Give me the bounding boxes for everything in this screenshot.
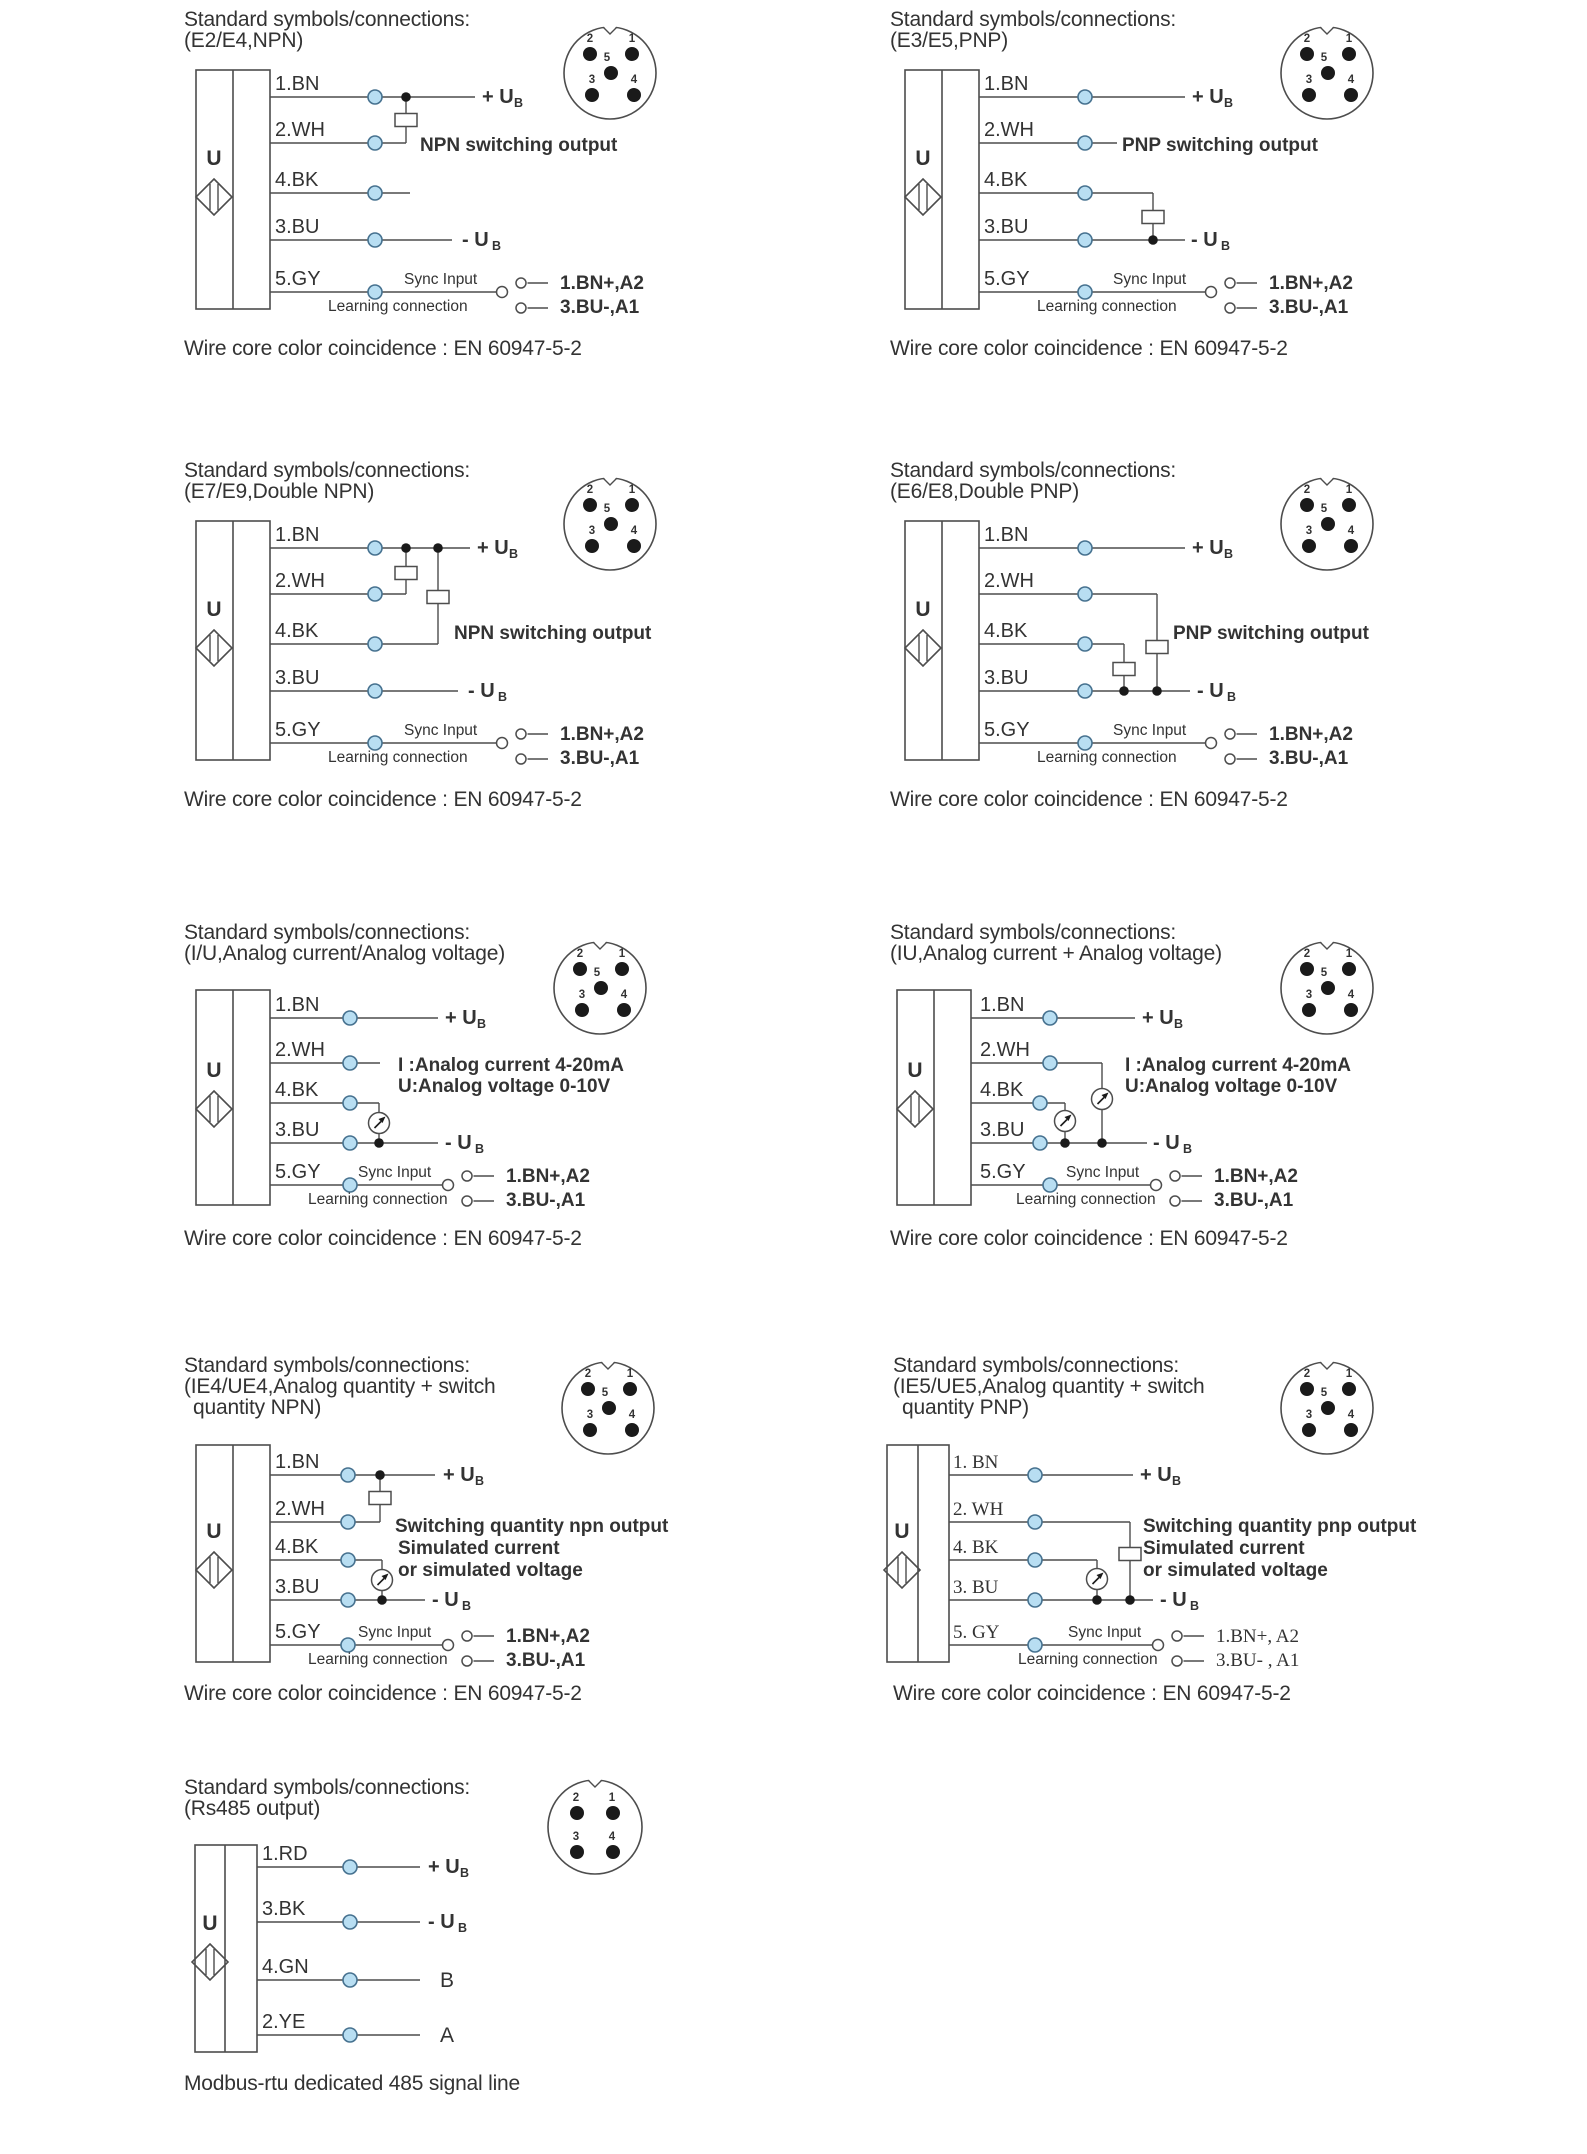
diagram-subtitle: (E3/E5,PNP) (890, 29, 1009, 52)
wire-core-note: Wire core color coincidence : EN 60947-5-2 (184, 1682, 582, 1705)
diagram-heading: Standard symbols/connections: (890, 8, 1177, 31)
diagram-e7-e9-double-npn (180, 451, 820, 831)
ub-subscript: B (1224, 547, 1234, 561)
terminal-circle (343, 1011, 357, 1025)
terminal-circle (343, 1136, 357, 1150)
wiring (270, 524, 652, 769)
minus-ub-label: - U (1153, 1132, 1180, 1154)
wire-label-5gy: 5.GY (275, 268, 321, 290)
minus-ub-label: - U (1160, 1589, 1187, 1611)
wire-label-2wh: 2.WH (275, 119, 325, 141)
diagram-subtitle: (IE4/UE4,Analog quantity + switch (184, 1375, 496, 1398)
output-type-label: PNP switching output (1173, 623, 1369, 644)
modbus-note: Modbus-rtu dedicated 485 signal line (184, 2072, 521, 2095)
diagram-heading: Standard symbols/connections: (184, 1776, 471, 1799)
sync-contact-bottom-label: 3.BU-,A1 (560, 748, 640, 769)
diagram-subtitle: (Rs485 output) (184, 1797, 321, 1820)
terminal-circle (1028, 1553, 1042, 1567)
terminal-circle (368, 136, 382, 150)
wire-label-1bn: 1.BN (275, 73, 320, 95)
wire-label-3bu: 3.BU (984, 216, 1029, 238)
wire-label-3bu: 3.BU (275, 1576, 320, 1598)
wire-core-note: Wire core color coincidence : EN 60947-5-2 (890, 337, 1288, 360)
terminal-circle (368, 587, 382, 601)
sync-contact-top-label: 1.BN+,A2 (560, 724, 644, 745)
terminal-circle (341, 1638, 355, 1652)
diagram-subtitle: (E6/E8,Double PNP) (890, 480, 1079, 503)
sensor-box (905, 521, 979, 760)
terminal-circle (1033, 1136, 1047, 1150)
sync-contact-top-label: 1.BN+,A2 (560, 273, 644, 294)
diagram-e3-e5-pnp (885, 0, 1525, 380)
diagram-ie5-ue5-analog-switch-pnp (885, 1346, 1525, 1726)
diagram-heading: Standard symbols/connections: (893, 1354, 1180, 1377)
sensor-box (196, 521, 270, 760)
terminal-circle (1043, 1178, 1057, 1192)
wiring (270, 994, 624, 1211)
diagram-iu-analog-current-or-voltage (180, 913, 820, 1293)
wire-label-5gy: 5.GY (980, 1161, 1026, 1183)
plus-ub-label: + U (1192, 537, 1224, 559)
plus-ub-label: + U (428, 1856, 460, 1878)
terminal-circle (341, 1553, 355, 1567)
wire-label-1bn: 1.BN (275, 1451, 320, 1473)
ub-subscript: B (1174, 1017, 1184, 1031)
terminal-circle (368, 637, 382, 651)
sync-contact-top-label: 1.BN+,A2 (506, 1626, 590, 1647)
wire-label-1bn: 1.BN (984, 524, 1029, 546)
terminal-circle (368, 285, 382, 299)
ub-subscript: B (514, 96, 524, 110)
minus-ub-label: - U (445, 1132, 472, 1154)
simulated-voltage-label: or simulated voltage (1143, 1560, 1328, 1581)
sync-contact-top-label: 1.BN+,A2 (1269, 273, 1353, 294)
rs485-a-label: A (440, 2024, 455, 2047)
wire-core-note: Wire core color coincidence : EN 60947-5-2 (893, 1682, 1291, 1705)
wiring (979, 524, 1370, 769)
sync-contact-bottom-label: 3.BU-,A1 (1269, 748, 1349, 769)
sync-contact-top-label: 1.BN+,A2 (506, 1166, 590, 1187)
diagram-e6-e8-double-pnp (885, 451, 1525, 831)
terminal-circle (343, 1178, 357, 1192)
plus-ub-label: + U (1142, 1007, 1174, 1029)
terminal-circle (368, 736, 382, 750)
diagram-heading: Standard symbols/connections: (890, 459, 1177, 482)
diagram-subtitle: (I/U,Analog current/Analog voltage) (184, 942, 506, 965)
sync-contact-bottom-label: 3.BU-,A1 (560, 297, 640, 318)
wire-label-3bu: 3.BU (984, 667, 1029, 689)
ub-subscript: B (477, 1017, 487, 1031)
sensor-box (897, 990, 971, 1205)
terminal-circle (1028, 1468, 1042, 1482)
wire-label-1bn: 1. BN (953, 1452, 999, 1473)
wire-label-1bn: 1.BN (275, 524, 320, 546)
sync-input-label: Sync Input (1113, 722, 1187, 739)
ub-subscript: B (1183, 1142, 1193, 1156)
minus-ub-label: - U (468, 680, 495, 702)
terminal-circle (1028, 1593, 1042, 1607)
wire-label-4bk: 4.BK (980, 1079, 1024, 1101)
terminal-circle (1078, 136, 1092, 150)
sensor-box (196, 70, 270, 309)
terminal-circle (1028, 1515, 1042, 1529)
terminal-circle (1078, 233, 1092, 247)
ub-subscript: B (1221, 239, 1231, 253)
terminal-circle (341, 1593, 355, 1607)
diagram-subtitle: (E7/E9,Double NPN) (184, 480, 375, 503)
learning-connection-label: Learning connection (308, 1191, 448, 1208)
output-type-label: PNP switching output (1122, 135, 1318, 156)
plus-ub-label: + U (1140, 1464, 1172, 1486)
terminal-circle (341, 1468, 355, 1482)
wire-label-2ye: 2.YE (262, 2011, 306, 2033)
sync-input-label: Sync Input (1068, 1624, 1142, 1641)
wire-core-note: Wire core color coincidence : EN 60947-5-2 (184, 337, 582, 360)
sync-contact-bottom-label: 3.BU-,A1 (1214, 1190, 1294, 1211)
minus-ub-label: - U (1191, 229, 1218, 251)
wire-label-2wh: 2. WH (953, 1499, 1004, 1520)
terminal-circle (368, 233, 382, 247)
sync-contact-bottom-label: 3.BU-,A1 (506, 1650, 586, 1671)
terminal-circle (1078, 541, 1092, 555)
terminal-circle (1078, 285, 1092, 299)
terminal-circle (1078, 587, 1092, 601)
wire-label-5gy: 5.GY (275, 719, 321, 741)
diagram-subtitle: (IU,Analog current + Analog voltage) (890, 942, 1222, 965)
wire-label-4bk: 4.BK (984, 169, 1028, 191)
wire-label-5gy: 5.GY (275, 1621, 321, 1643)
wire-label-4bk: 4.BK (275, 1079, 319, 1101)
wire-label-2wh: 2.WH (984, 119, 1034, 141)
analog-current-label: I :Analog current 4-20mA (398, 1055, 624, 1076)
wire-label-4bk: 4.BK (275, 169, 319, 191)
wiring (949, 1452, 1417, 1671)
wire-core-note: Wire core color coincidence : EN 60947-5-2 (184, 788, 582, 811)
sensor-box (196, 1445, 270, 1662)
terminal-circle (1043, 1011, 1057, 1025)
wire-label-3bu: 3. BU (953, 1577, 999, 1598)
simulated-voltage-label: or simulated voltage (398, 1560, 583, 1581)
wire-label-3bu: 3.BU (275, 1119, 320, 1141)
diagram-heading: Standard symbols/connections: (890, 921, 1177, 944)
wire-label-3bk: 3.BK (262, 1898, 306, 1920)
output-type-label: NPN switching output (454, 623, 652, 644)
sync-contact-bottom-label: 3.BU- , A1 (1216, 1650, 1300, 1671)
plus-ub-label: + U (443, 1464, 475, 1486)
sync-input-label: Sync Input (358, 1624, 432, 1641)
diagram-subtitle: (E2/E4,NPN) (184, 29, 304, 52)
plus-ub-label: + U (482, 86, 514, 108)
wire-label-4gn: 4.GN (262, 1956, 309, 1978)
ub-subscript: B (1172, 1474, 1182, 1488)
ub-subscript: B (475, 1474, 485, 1488)
ub-subscript: B (1227, 690, 1237, 704)
simulated-current-label: Simulated current (398, 1538, 560, 1559)
wire-core-note: Wire core color coincidence : EN 60947-5-2 (890, 1227, 1288, 1250)
terminal-circle (343, 1056, 357, 1070)
ub-subscript: B (462, 1599, 472, 1613)
sync-input-label: Sync Input (404, 271, 478, 288)
plus-ub-label: + U (1192, 86, 1224, 108)
wire-label-4bk: 4.BK (984, 620, 1028, 642)
wire-label-4bk: 4.BK (275, 620, 319, 642)
diagram-ie4-ue4-analog-switch-npn (180, 1346, 820, 1726)
diagram-subtitle-2: quantity PNP) (902, 1396, 1029, 1419)
terminal-circle (1078, 637, 1092, 651)
diagram-iu-analog-current-plus-voltage (885, 913, 1525, 1293)
diagram-subtitle: (IE5/UE5,Analog quantity + switch (893, 1375, 1205, 1398)
terminal-circle (368, 684, 382, 698)
sync-input-label: Sync Input (1066, 1164, 1140, 1181)
wiring (270, 1451, 669, 1671)
sync-contact-bottom-label: 3.BU-,A1 (1269, 297, 1349, 318)
wire-label-3bu: 3.BU (980, 1119, 1025, 1141)
output-type-label: Switching quantity npn output (395, 1516, 669, 1537)
minus-ub-label: - U (1197, 680, 1224, 702)
wire-label-4bk: 4.BK (275, 1536, 319, 1558)
learning-connection-label: Learning connection (1016, 1191, 1156, 1208)
sync-input-label: Sync Input (404, 722, 478, 739)
wire-label-2wh: 2.WH (984, 570, 1034, 592)
wire-label-1rd: 1.RD (262, 1843, 308, 1865)
rs485-b-label: B (440, 1969, 455, 1992)
analog-voltage-label: U:Analog voltage 0-10V (398, 1076, 611, 1097)
wiring (270, 73, 644, 318)
sync-contact-top-label: 1.BN+,A2 (1214, 1166, 1298, 1187)
wire-label-1bn: 1.BN (984, 73, 1029, 95)
terminal-circle (343, 1915, 357, 1929)
terminal-circle (1028, 1638, 1042, 1652)
wire-label-5gy: 5.GY (275, 1161, 321, 1183)
ub-subscript: B (498, 690, 508, 704)
wire-label-5gy: 5.GY (984, 719, 1030, 741)
wiring (257, 1843, 469, 2047)
sync-input-label: Sync Input (1113, 271, 1187, 288)
terminal-circle (341, 1515, 355, 1529)
diagram-heading: Standard symbols/connections: (184, 8, 471, 31)
wiring (971, 994, 1351, 1211)
ub-subscript: B (1190, 1599, 1200, 1613)
ub-subscript: B (475, 1142, 485, 1156)
sensor-box (196, 990, 270, 1205)
minus-ub-label: - U (462, 229, 489, 251)
output-type-label: Switching quantity pnp output (1143, 1516, 1417, 1537)
terminal-circle (368, 90, 382, 104)
diagram-heading: Standard symbols/connections: (184, 921, 471, 944)
wiring (979, 73, 1353, 318)
sensor-box (192, 1845, 257, 2052)
terminal-circle (368, 186, 382, 200)
learning-connection-label: Learning connection (1037, 298, 1177, 315)
learning-connection-label: Learning connection (1018, 1651, 1158, 1668)
wire-label-3bu: 3.BU (275, 216, 320, 238)
sync-contact-top-label: 1.BN+,A2 (1269, 724, 1353, 745)
simulated-current-label: Simulated current (1143, 1538, 1305, 1559)
wire-label-5gy: 5. GY (953, 1622, 1000, 1643)
ub-subscript: B (492, 239, 502, 253)
diagram-subtitle-2: quantity NPN) (193, 1396, 322, 1419)
wire-label-2wh: 2.WH (275, 1498, 325, 1520)
sync-contact-top-label: 1.BN+, A2 (1216, 1626, 1300, 1647)
terminal-circle (1078, 736, 1092, 750)
minus-ub-label: - U (428, 1911, 455, 1933)
ub-subscript: B (460, 1866, 470, 1880)
minus-ub-label: - U (432, 1589, 459, 1611)
learning-connection-label: Learning connection (328, 298, 468, 315)
wire-core-note: Wire core color coincidence : EN 60947-5-2 (184, 1227, 582, 1250)
diagram-heading: Standard symbols/connections: (184, 459, 471, 482)
ub-subscript: B (458, 1921, 468, 1935)
wire-label-5gy: 5.GY (984, 268, 1030, 290)
sync-contact-bottom-label: 3.BU-,A1 (506, 1190, 586, 1211)
wire-label-1bn: 1.BN (275, 994, 320, 1016)
diagram-e2-e4-npn (180, 0, 820, 380)
sensor-box (884, 1445, 949, 1662)
terminal-circle (343, 1973, 357, 1987)
ub-subscript: B (1224, 96, 1234, 110)
plus-ub-label: + U (445, 1007, 477, 1029)
plus-ub-label: + U (477, 537, 509, 559)
diagram-heading: Standard symbols/connections: (184, 1354, 471, 1377)
wire-label-1bn: 1.BN (980, 994, 1025, 1016)
analog-current-label: I :Analog current 4-20mA (1125, 1055, 1351, 1076)
wire-label-2wh: 2.WH (275, 570, 325, 592)
terminal-circle (1078, 684, 1092, 698)
terminal-circle (343, 1096, 357, 1110)
terminal-circle (343, 1860, 357, 1874)
terminal-circle (1078, 90, 1092, 104)
sync-input-label: Sync Input (358, 1164, 432, 1181)
diagram-rs485-output (180, 1768, 820, 2148)
sensor-box (905, 70, 979, 309)
wire-label-4bk: 4. BK (953, 1537, 999, 1558)
ub-subscript: B (509, 547, 519, 561)
output-type-label: NPN switching output (420, 135, 618, 156)
terminal-circle (1033, 1096, 1047, 1110)
wire-label-2wh: 2.WH (275, 1039, 325, 1061)
learning-connection-label: Learning connection (328, 749, 468, 766)
learning-connection-label: Learning connection (1037, 749, 1177, 766)
learning-connection-label: Learning connection (308, 1651, 448, 1668)
wire-core-note: Wire core color coincidence : EN 60947-5-2 (890, 788, 1288, 811)
wire-label-3bu: 3.BU (275, 667, 320, 689)
wire-label-2wh: 2.WH (980, 1039, 1030, 1061)
terminal-circle (1043, 1056, 1057, 1070)
terminal-circle (368, 541, 382, 555)
analog-voltage-label: U:Analog voltage 0-10V (1125, 1076, 1338, 1097)
terminal-circle (1078, 186, 1092, 200)
terminal-circle (343, 2028, 357, 2042)
